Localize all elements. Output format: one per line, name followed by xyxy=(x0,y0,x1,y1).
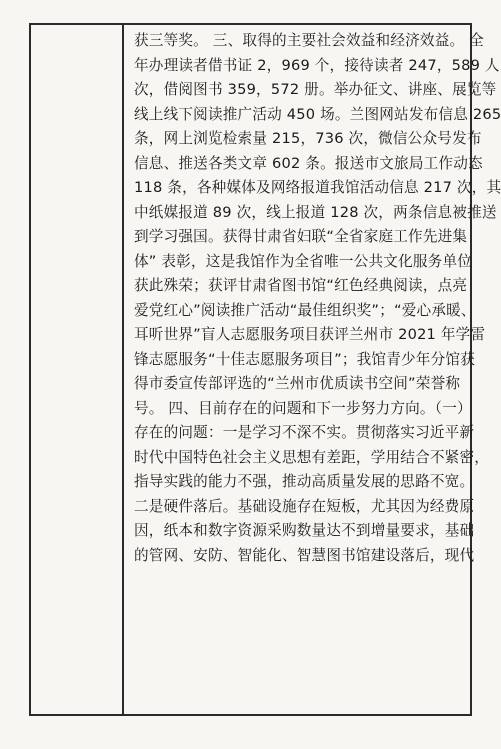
text-line: 指导实践的能力不强，推动高质量发展的思路不宽。 xyxy=(134,473,475,490)
text-line: 获此殊荣；获评甘肃省图书馆“红色经典阅读，点亮 xyxy=(134,277,468,294)
table-label-column xyxy=(31,25,124,714)
text-line: 得市委宣传部评选的“兰州市优质读书空间”荣誉称 xyxy=(134,375,461,392)
text-line: 二是硬件落后。基础设施存在短板，尤其因为经费原 xyxy=(134,497,475,515)
text-line: 锋志愿服务“十佳志愿服务项目”；我馆青少年分馆获 xyxy=(134,350,475,368)
text-line: 次，借阅图书 359，572 册。举办征文、讲座、展览等 xyxy=(134,81,497,98)
table-content-cell xyxy=(134,29,501,568)
text-line: 存在的问题：一是学习不深不实。贯彻落实习近平新 xyxy=(134,424,475,441)
text-line: 年办理读者借书证 2，969 个，接待读者 247，589 人 xyxy=(134,56,500,74)
text-line: 中纸媒报道 89 次，线上报道 128 次，两条信息被推送 xyxy=(134,203,497,221)
text-line: 到学习强国。获得甘肃省妇联“全省家庭工作先进集 xyxy=(134,228,468,245)
text-line: 耳听世界”盲人志愿服务项目获评兰州市 2021 年学雷 xyxy=(134,326,486,343)
text-line: 体” 表彰，这是我馆作为全省唯一公共文化服务单位 xyxy=(134,252,473,270)
text-line: 条，网上浏览检索量 215，736 次，微信公众号发布 xyxy=(134,130,482,147)
text-line: 时代中国特色社会主义思想有差距，学用结合不紧密， xyxy=(134,448,490,466)
text-line: 号。 四、目前存在的问题和下一步努力方向。（一） xyxy=(134,399,472,417)
text-line: 爱党红心”阅读推广活动“最佳组织奖”；“爱心承暖、 xyxy=(134,301,476,319)
text-line: 118 条，各种媒体及网络报道我馆活动信息 217 次，其 xyxy=(134,179,501,196)
text-line: 因，纸本和数字资源采购数量达不到增量要求，基础 xyxy=(134,522,475,539)
text-line: 信息、推送各类文章 602 条。报送市文旅局工作动态 xyxy=(134,154,483,172)
text-line: 的管网、安防、智能化、智慧图书馆建设落后，现代 xyxy=(134,546,475,564)
text-line: 获三等奖。 三、取得的主要社会效益和经济效益。 全 xyxy=(134,32,484,49)
form-table xyxy=(29,23,501,716)
text-line: 线上线下阅读推广活动 450 场。兰图网站发布信息 265 xyxy=(134,105,501,123)
